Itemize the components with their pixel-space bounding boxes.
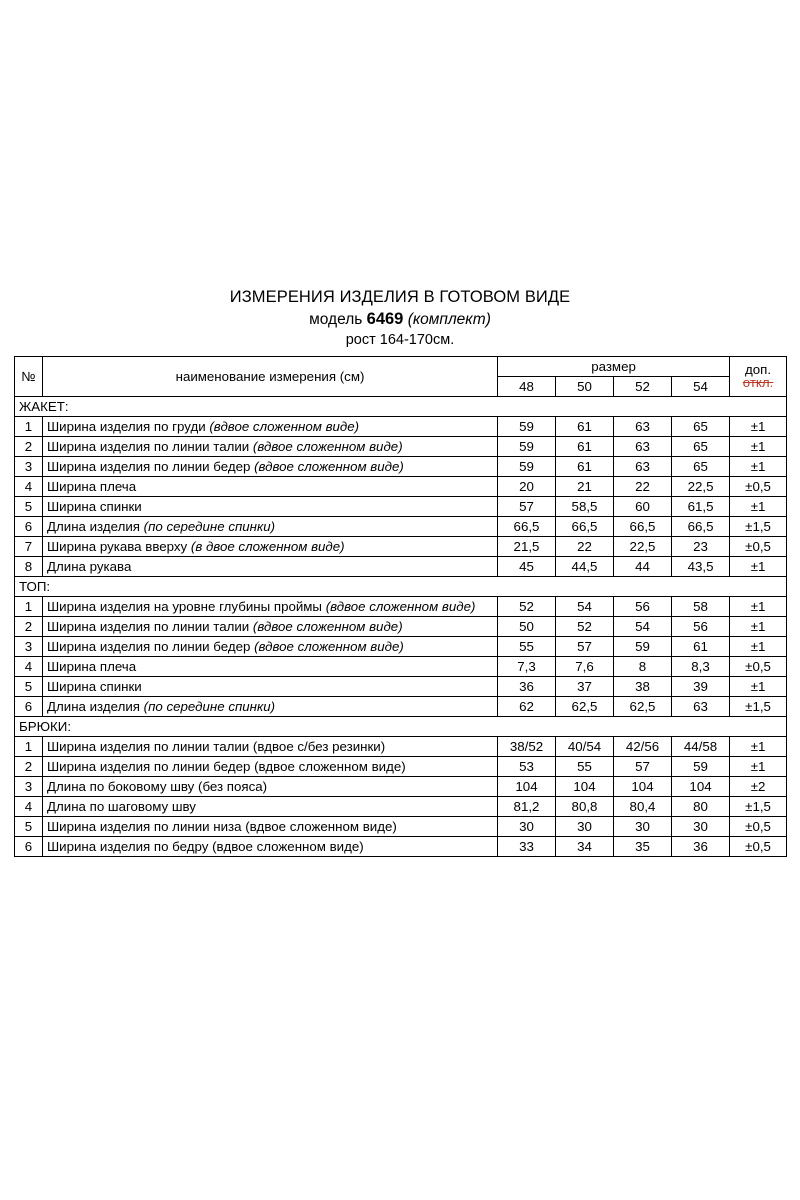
row-deviation: ±1 — [730, 436, 787, 456]
table-row — [15, 756, 787, 776]
row-value-size-52: 54 — [614, 616, 672, 636]
row-number: 2 — [15, 756, 43, 776]
table-row — [15, 816, 787, 836]
row-deviation: ±0,5 — [730, 476, 787, 496]
model-line — [14, 310, 786, 330]
row-name-note: (вдвое сложенном виде) — [252, 438, 403, 454]
row-value-size-50: 22 — [556, 536, 614, 556]
row-measurement-name — [43, 496, 498, 516]
header-number: № — [15, 356, 43, 396]
row-value-size-48: 36 — [498, 676, 556, 696]
row-name-text: Ширина плеча — [47, 478, 137, 494]
row-number: 2 — [15, 436, 43, 456]
row-value-size-52: 66,5 — [614, 516, 672, 536]
row-number: 5 — [15, 816, 43, 836]
row-value-size-50: 30 — [556, 816, 614, 836]
row-name-text: Ширина изделия по линии бедер (вдвое сложенном виде) — [47, 758, 406, 774]
row-deviation: ±1 — [730, 416, 787, 436]
row-value-size-48: 38/52 — [498, 736, 556, 756]
row-name-text: Ширина спинки — [47, 498, 142, 514]
row-value-size-54: 23 — [672, 536, 730, 556]
row-deviation: ±1 — [730, 596, 787, 616]
row-name-note: (в двое сложенном виде) — [190, 538, 345, 554]
table-row — [15, 676, 787, 696]
row-number: 1 — [15, 416, 43, 436]
row-value-size-52: 104 — [614, 776, 672, 796]
row-deviation: ±1 — [730, 636, 787, 656]
row-value-size-52: 42/56 — [614, 736, 672, 756]
section-label: БРЮКИ: — [15, 716, 787, 736]
row-value-size-48: 59 — [498, 436, 556, 456]
row-value-size-54: 61,5 — [672, 496, 730, 516]
row-number: 4 — [15, 476, 43, 496]
row-deviation: ±0,5 — [730, 536, 787, 556]
row-measurement-name — [43, 756, 498, 776]
row-deviation: ±0,5 — [730, 836, 787, 856]
row-name-text: Ширина изделия по линии талии — [47, 618, 253, 634]
row-value-size-52: 30 — [614, 816, 672, 836]
row-value-size-50: 80,8 — [556, 796, 614, 816]
row-number: 6 — [15, 696, 43, 716]
table-row — [15, 416, 787, 436]
row-number: 3 — [15, 456, 43, 476]
row-value-size-50: 52 — [556, 616, 614, 636]
row-measurement-name — [43, 436, 498, 456]
table-row — [15, 496, 787, 516]
row-number: 3 — [15, 636, 43, 656]
row-number: 1 — [15, 596, 43, 616]
row-name-text: Ширина плеча — [47, 658, 137, 674]
row-value-size-54: 65 — [672, 456, 730, 476]
row-deviation: ±0,5 — [730, 656, 787, 676]
row-value-size-52: 38 — [614, 676, 672, 696]
row-measurement-name — [43, 416, 498, 436]
row-measurement-name — [43, 516, 498, 536]
row-number: 5 — [15, 496, 43, 516]
row-name-text: Ширина изделия по линии талии — [47, 438, 253, 454]
section-row — [15, 716, 787, 736]
header-measurement-name: наименование измерения (см) — [43, 356, 498, 396]
row-measurement-name — [43, 676, 498, 696]
row-name-text: Длина изделия — [47, 518, 144, 534]
row-name-text: Ширина изделия по линии бедер — [47, 638, 255, 654]
row-value-size-50: 7,6 — [556, 656, 614, 676]
row-value-size-48: 66,5 — [498, 516, 556, 536]
row-measurement-name — [43, 656, 498, 676]
row-value-size-52: 22,5 — [614, 536, 672, 556]
row-value-size-48: 62 — [498, 696, 556, 716]
row-value-size-48: 7,3 — [498, 656, 556, 676]
row-name-note: (вдвое сложенном виде) — [254, 638, 404, 654]
header-size-52: 52 — [614, 376, 672, 396]
row-value-size-48: 30 — [498, 816, 556, 836]
row-value-size-48: 104 — [498, 776, 556, 796]
row-value-size-48: 50 — [498, 616, 556, 636]
row-deviation: ±0,5 — [730, 816, 787, 836]
row-value-size-52: 56 — [614, 596, 672, 616]
row-number: 1 — [15, 736, 43, 756]
row-value-size-54: 22,5 — [672, 476, 730, 496]
table-body — [15, 396, 787, 856]
measurements-document — [14, 288, 786, 857]
row-value-size-50: 54 — [556, 596, 614, 616]
row-value-size-50: 104 — [556, 776, 614, 796]
row-value-size-54: 63 — [672, 696, 730, 716]
row-name-text: Ширина изделия по груди — [47, 418, 210, 434]
row-value-size-54: 65 — [672, 436, 730, 456]
row-value-size-54: 104 — [672, 776, 730, 796]
row-measurement-name — [43, 736, 498, 756]
row-value-size-50: 61 — [556, 416, 614, 436]
row-deviation: ±1 — [730, 676, 787, 696]
header-size-48: 48 — [498, 376, 556, 396]
row-value-size-54: 56 — [672, 616, 730, 636]
row-value-size-52: 59 — [614, 636, 672, 656]
table-row — [15, 556, 787, 576]
table-row — [15, 836, 787, 856]
row-number: 6 — [15, 516, 43, 536]
model-number: 6469 — [366, 309, 404, 328]
table-header — [15, 356, 787, 396]
row-value-size-54: 61 — [672, 636, 730, 656]
table-row — [15, 516, 787, 536]
measurements-table — [14, 356, 787, 857]
section-label: ТОП: — [15, 576, 787, 596]
model-label: модель — [309, 310, 363, 328]
header-size-54: 54 — [672, 376, 730, 396]
row-value-size-48: 59 — [498, 416, 556, 436]
row-value-size-50: 58,5 — [556, 496, 614, 516]
header-size-50: 50 — [556, 376, 614, 396]
row-value-size-48: 33 — [498, 836, 556, 856]
row-name-text: Ширина изделия по линии талии (вдвое с/без резинки) — [47, 738, 386, 754]
row-measurement-name — [43, 636, 498, 656]
row-value-size-54: 58 — [672, 596, 730, 616]
row-deviation: ±1,5 — [730, 696, 787, 716]
row-value-size-50: 62,5 — [556, 696, 614, 716]
height-line: рост 164-170см. — [345, 331, 455, 348]
section-label: ЖАКЕТ: — [15, 396, 787, 416]
row-measurement-name — [43, 796, 498, 816]
table-row — [15, 776, 787, 796]
row-value-size-54: 80 — [672, 796, 730, 816]
row-name-note: (по середине спинки) — [143, 518, 276, 534]
row-measurement-name — [43, 836, 498, 856]
row-name-text: Длина по шаговому шву — [47, 798, 196, 814]
row-value-size-50: 44,5 — [556, 556, 614, 576]
row-name-note: (вдвое сложенном виде) — [254, 458, 404, 474]
page-title: ИЗМЕРЕНИЯ ИЗДЕЛИЯ В ГОТОВОМ ВИДЕ — [229, 288, 571, 306]
row-name-note: (по середине спинки) — [143, 698, 276, 714]
row-name-text: Длина изделия — [47, 698, 144, 714]
row-deviation: ±1 — [730, 556, 787, 576]
row-number: 4 — [15, 656, 43, 676]
row-value-size-54: 66,5 — [672, 516, 730, 536]
row-name-text: Длина по боковому шву (без пояса) — [47, 778, 268, 794]
row-name-text: Ширина изделия по линии бедер — [47, 458, 255, 474]
row-name-text: Ширина рукава вверху — [47, 538, 191, 554]
row-measurement-name — [43, 476, 498, 496]
row-value-size-48: 52 — [498, 596, 556, 616]
row-value-size-54: 44/58 — [672, 736, 730, 756]
row-number: 6 — [15, 836, 43, 856]
row-number: 5 — [15, 676, 43, 696]
row-value-size-50: 55 — [556, 756, 614, 776]
row-measurement-name — [43, 816, 498, 836]
row-value-size-48: 57 — [498, 496, 556, 516]
row-value-size-52: 63 — [614, 436, 672, 456]
row-name-text: Длина рукава — [47, 558, 132, 574]
row-name-note: (вдвое сложенном виде) — [325, 598, 476, 614]
row-value-size-52: 62,5 — [614, 696, 672, 716]
row-value-size-50: 66,5 — [556, 516, 614, 536]
row-name-note: (вдвое сложенном виде) — [209, 418, 360, 434]
row-value-size-50: 21 — [556, 476, 614, 496]
row-value-size-54: 65 — [672, 416, 730, 436]
section-row — [15, 396, 787, 416]
header-deviation-line1: доп. — [745, 361, 772, 377]
row-measurement-name — [43, 536, 498, 556]
row-value-size-54: 30 — [672, 816, 730, 836]
table-row — [15, 796, 787, 816]
row-value-size-50: 61 — [556, 456, 614, 476]
row-value-size-48: 81,2 — [498, 796, 556, 816]
row-measurement-name — [43, 596, 498, 616]
table-row — [15, 436, 787, 456]
row-name-text: Ширина спинки — [47, 678, 142, 694]
row-value-size-52: 63 — [614, 456, 672, 476]
row-value-size-52: 80,4 — [614, 796, 672, 816]
row-value-size-48: 53 — [498, 756, 556, 776]
row-name-text: Ширина изделия на уровне глубины проймы — [47, 598, 326, 614]
row-measurement-name — [43, 696, 498, 716]
row-value-size-52: 22 — [614, 476, 672, 496]
row-number: 7 — [15, 536, 43, 556]
row-value-size-50: 57 — [556, 636, 614, 656]
row-value-size-48: 59 — [498, 456, 556, 476]
row-value-size-50: 34 — [556, 836, 614, 856]
row-measurement-name — [43, 616, 498, 636]
row-value-size-52: 57 — [614, 756, 672, 776]
row-name-text: Ширина изделия по бедру (вдвое сложенном виде) — [47, 838, 364, 854]
table-row — [15, 696, 787, 716]
row-deviation: ±1 — [730, 736, 787, 756]
row-value-size-48: 20 — [498, 476, 556, 496]
row-value-size-54: 8,3 — [672, 656, 730, 676]
row-deviation: ±1 — [730, 496, 787, 516]
model-kind: (комплект) — [407, 310, 491, 328]
row-value-size-54: 43,5 — [672, 556, 730, 576]
header-deviation — [730, 356, 787, 396]
row-value-size-54: 59 — [672, 756, 730, 776]
table-row — [15, 736, 787, 756]
row-deviation: ±1,5 — [730, 516, 787, 536]
header-deviation-line2: откл. — [742, 375, 774, 391]
row-value-size-50: 37 — [556, 676, 614, 696]
row-value-size-52: 35 — [614, 836, 672, 856]
table-row — [15, 456, 787, 476]
row-value-size-48: 55 — [498, 636, 556, 656]
row-number: 4 — [15, 796, 43, 816]
row-number: 8 — [15, 556, 43, 576]
row-value-size-52: 44 — [614, 556, 672, 576]
row-value-size-52: 8 — [614, 656, 672, 676]
row-deviation: ±2 — [730, 776, 787, 796]
section-row — [15, 576, 787, 596]
row-number: 2 — [15, 616, 43, 636]
row-value-size-48: 21,5 — [498, 536, 556, 556]
row-measurement-name — [43, 456, 498, 476]
table-row — [15, 636, 787, 656]
row-value-size-54: 36 — [672, 836, 730, 856]
row-measurement-name — [43, 556, 498, 576]
row-value-size-50: 61 — [556, 436, 614, 456]
row-value-size-52: 60 — [614, 496, 672, 516]
row-deviation: ±1 — [730, 756, 787, 776]
table-header-row-1 — [15, 356, 787, 376]
table-row — [15, 476, 787, 496]
row-value-size-54: 39 — [672, 676, 730, 696]
table-row — [15, 656, 787, 676]
header-size-group: размер — [498, 356, 730, 376]
table-row — [15, 596, 787, 616]
row-name-text: Ширина изделия по линии низа (вдвое сложенном виде) — [47, 818, 397, 834]
table-row — [15, 616, 787, 636]
table-row — [15, 536, 787, 556]
row-deviation: ±1 — [730, 456, 787, 476]
document-title-block — [14, 288, 786, 349]
row-value-size-52: 63 — [614, 416, 672, 436]
row-value-size-50: 40/54 — [556, 736, 614, 756]
row-deviation: ±1,5 — [730, 796, 787, 816]
row-value-size-48: 45 — [498, 556, 556, 576]
row-name-note: (вдвое сложенном виде) — [252, 618, 403, 634]
row-deviation: ±1 — [730, 616, 787, 636]
row-measurement-name — [43, 776, 498, 796]
row-number: 3 — [15, 776, 43, 796]
